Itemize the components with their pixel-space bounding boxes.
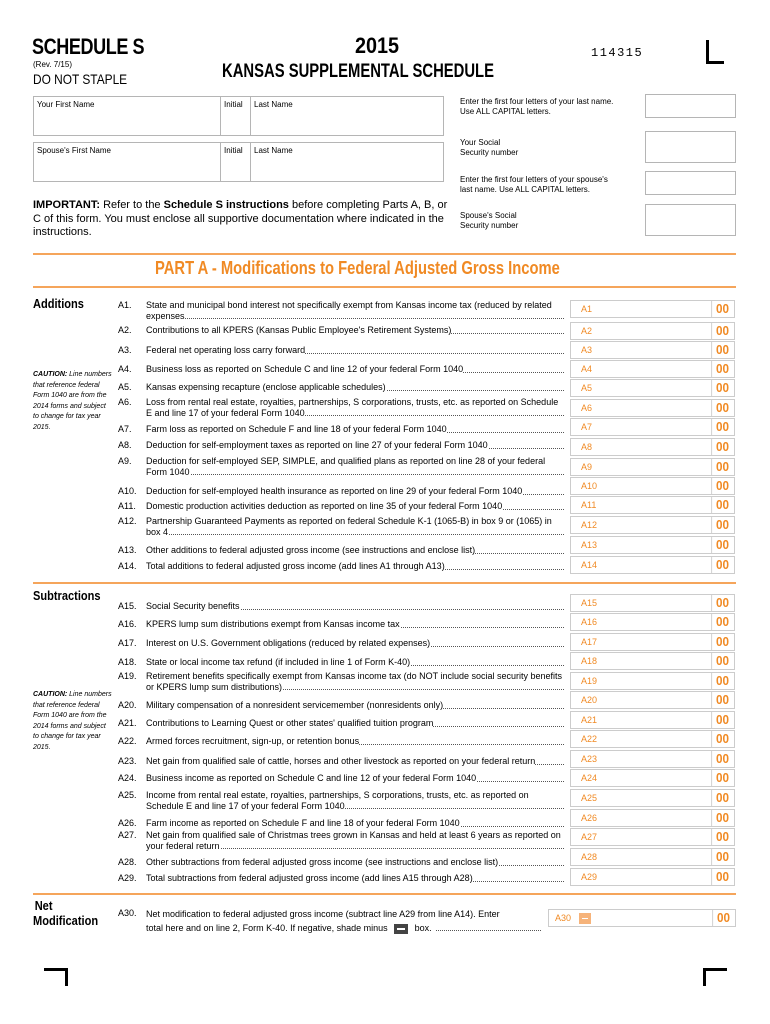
amount-box-a3[interactable] [570,341,735,359]
line-number: A27. [118,830,137,840]
amount-label: A25 [581,793,598,803]
cents: 00 [711,789,733,807]
amount-label: A10 [581,481,598,491]
amount-label: A17 [581,637,598,647]
your-ssn-label: Your Social Security number [460,138,519,157]
amount-label: A11 [581,500,597,510]
line-description: Total subtractions from federal adjusted gross income (add lines A15 through A28) [146,873,564,884]
amount-box-a5[interactable] [570,379,735,397]
line-number: A14. [118,561,137,571]
spouse-first-name-label: Spouse's First Name [37,146,111,155]
line-number: A15. [118,601,137,611]
line-number: A10. [118,486,137,496]
line-number: A9. [118,456,132,466]
last-name-letters-input[interactable] [645,94,736,118]
line-description: Armed forces recruitment, sign-up, or retention bonus [146,736,564,747]
cents: 00 [711,418,733,436]
line-description: Deduction for self-employment taxes as reported on line 27 of your federal Form 1040 [146,440,564,451]
cents: 00 [711,809,733,827]
cents: 00 [711,652,733,670]
line-number: A18. [118,657,137,667]
amount-box-a22[interactable] [570,730,735,748]
spouse-initial-label: Initial [224,146,243,155]
line-number: A11. [118,501,136,511]
line-description: Federal net operating loss carry forward [146,345,564,356]
cents: 00 [711,730,733,748]
amount-label: A13 [581,540,598,550]
amount-box-a26[interactable] [570,809,735,827]
amount-box-a1[interactable] [570,300,735,318]
schedule-title: SCHEDULE S [32,34,145,59]
amount-label: A12 [581,520,598,530]
cents: 00 [711,341,733,359]
line-description: Farm income as reported on Schedule F and line 18 of your federal Form 1040 [146,818,564,829]
line-description: Deduction for self-employed health insurance as reported on line 29 of your federal Form 1040 [146,486,564,497]
amount-label: A20 [581,695,598,705]
line-number: A17. [118,638,137,648]
part-a-title: PART A - Modifications to Federal Adjusted Gross Income [155,258,560,278]
cents: 00 [711,691,733,709]
cents: 00 [711,322,733,340]
cents: 00 [711,516,733,534]
amount-box-a6[interactable] [570,399,735,417]
line-description: Business loss as reported on Schedule C and line 12 of your federal Form 1040 [146,364,564,375]
line-description: Other additions to federal adjusted gross income (see instructions and enclose list) [146,545,564,556]
amount-label: A23 [581,754,598,764]
amount-box-a29[interactable] [570,868,735,886]
line-description: State and municipal bond interest not specifically exempt from Kansas income tax (reduced by related expenses [146,300,564,321]
spouse-letters-instruction: Enter the first four letters of your spouse's last name. Use ALL CAPITAL letters. [460,175,608,194]
line-number: A5. [118,382,132,392]
amount-label: A28 [581,852,598,862]
spouse-ssn-input[interactable] [645,204,736,236]
corner-mark-bottom-right [703,968,727,986]
line-description: Contributions to all KPERS (Kansas Public Employee's Retirement Systems) [146,325,564,336]
amount-box-a4[interactable] [570,360,735,378]
amount-label: A1 [581,304,593,314]
line-number: A20. [118,700,137,710]
cents: 00 [711,750,733,768]
amount-label: A26 [581,813,598,823]
amount-box-a24[interactable] [570,769,735,787]
line-description: Total additions to federal adjusted gross income (add lines A1 through A13) [146,561,564,572]
divider [33,253,736,255]
line-description: State or local income tax refund (if included in line 1 of Form K-40) [146,657,564,668]
cents: 00 [711,868,733,886]
spouse-ssn-label: Spouse's Social Security number [460,211,519,230]
cents: 00 [711,594,733,612]
line-number: A1. [118,300,132,310]
line-description: Net gain from qualified sale of Christmas trees grown in Kansas and held at least 6 years as reported on your federal return [146,830,564,851]
amount-box-a14[interactable] [570,556,735,574]
minus-box[interactable] [394,924,408,934]
line-number: A19. [118,671,137,681]
cents: 00 [712,909,734,927]
line-number: A30. [118,908,137,918]
cents: 00 [711,769,733,787]
line-number: A2. [118,325,132,335]
amount-label: A3 [581,345,593,355]
amount-box-a12[interactable] [570,516,735,534]
last-name-label: Last Name [254,100,293,109]
your-ssn-input[interactable] [645,131,736,163]
line-number: A22. [118,736,137,746]
line-description: Farm loss as reported on Schedule F and line 18 of your federal Form 1040 [146,424,564,435]
line-description: Interest on U.S. Government obligations (reduced by related expenses) [146,638,564,649]
amount-box-a28[interactable] [570,848,735,866]
amount-label: A18 [581,656,598,666]
line-number: A7. [118,424,132,434]
subtractions-heading: Subtractions [33,588,101,603]
amount-label: A4 [581,364,593,374]
line-description: Income from rental real estate, royalties, partnerships, S corporations, trusts, etc. as reported on Schedule E and line 17 of your federal Form 1040 [146,790,564,811]
line-number: A4. [118,364,132,374]
cents: 00 [711,711,733,729]
amount-label: A6 [581,403,593,413]
last-name-letters-instruction: Enter the first four letters of your last name. Use ALL CAPITAL letters. [460,97,614,116]
amount-label: A5 [581,383,593,393]
line-number: A24. [118,773,137,783]
cents: 00 [711,360,733,378]
line-number: A23. [118,756,137,766]
line-description: Social Security benefits [146,601,564,612]
amount-box-a13[interactable] [570,536,735,554]
amount-box-a15[interactable] [570,594,735,612]
amount-label: A15 [581,598,598,608]
amount-box-a19[interactable] [570,672,735,690]
amount-box-a25[interactable] [570,789,735,807]
form-number: 114315 [591,46,644,60]
line-description: Net gain from qualified sale of cattle, horses and other livestock as reported on your federal return [146,756,564,767]
amount-label: A16 [581,617,598,627]
amount-label: A2 [581,326,593,336]
spouse-letters-input[interactable] [645,171,736,195]
divider [33,582,736,584]
amount-box-a16[interactable] [570,613,735,631]
cents: 00 [711,556,733,574]
amount-label: A27 [581,832,598,842]
amount-label: A24 [581,773,598,783]
amount-box-a2[interactable] [570,322,735,340]
line-description: Business income as reported on Schedule C and line 12 of your federal Form 1040 [146,773,564,784]
amount-label: A9 [581,462,593,472]
cents: 00 [711,300,733,318]
cents: 00 [711,613,733,631]
line-number: A3. [118,345,132,355]
amount-box-a23[interactable] [570,750,735,768]
line-description: Military compensation of a nonresident servicemember (nonresidents only) [146,700,564,711]
line-description: Loss from rental real estate, royalties, partnerships, S corporations, trusts, etc. as reported on Schedule E and line 17 of your federal Form 1040 [146,397,564,418]
important-note: IMPORTANT: Refer to the Schedule S instructions before completing Parts A, B, or C of this form. You must enclose all supportive documentation where indicated in the instructions. [33,199,448,238]
cents: 00 [711,458,733,476]
corner-mark-top-right [706,40,724,64]
amount-box-a17[interactable] [570,633,735,651]
amount-box-a9[interactable] [570,458,735,476]
net-modification-heading: Net Modification [33,898,99,928]
cents: 00 [711,399,733,417]
line-description: Kansas expensing recapture (enclose applicable schedules) [146,382,564,393]
do-not-staple: DO NOT STAPLE [33,71,128,87]
line-number: A21. [118,718,137,728]
caution-note-additions: CAUTION: Line numbers that reference federal Form 1040 are from the 2014 forms and subject to change for tax year 2015. [33,371,112,431]
amount-box-a7[interactable] [570,418,735,436]
line-description: Domestic production activities deduction as reported on line 35 of your federal Form 1040 [146,501,564,512]
amount-label: A30 [555,913,572,923]
cents: 00 [711,496,733,514]
your-name-row[interactable] [33,96,444,136]
amount-label: A22 [581,734,598,744]
line-number: A28. [118,857,137,867]
revision-date: (Rev. 7/15) [33,60,72,69]
amount-box-a8[interactable] [570,438,735,456]
amount-label: A19 [581,676,598,686]
cents: 00 [711,672,733,690]
line-description: Retirement benefits specifically exempt from Kansas income tax (do NOT include social security benefits or KPERS lump sum distributions) [146,671,563,692]
amount-label: A7 [581,422,593,432]
line-number: A26. [118,818,137,828]
amount-label: A8 [581,442,593,452]
line-number: A12. [118,516,137,526]
amount-label: A29 [581,872,598,882]
line-number: A8. [118,440,132,450]
a30-text: Net modification to federal adjusted gross income (subtract line A29 from line A14). Enter total here and on line 2, Form K-40. If negative, shade minus box. [146,907,566,935]
line-number: A6. [118,397,132,407]
line-number: A13. [118,545,137,555]
cents: 00 [711,536,733,554]
spouse-name-row[interactable] [33,142,444,182]
line-description: Other subtractions from federal adjusted gross income (see instructions and enclose list) [146,857,564,868]
line-description: KPERS lump sum distributions exempt from Kansas income tax [146,619,564,630]
amount-box-a21[interactable] [570,711,735,729]
line-number: A29. [118,873,137,883]
tax-year: 2015 [355,33,400,58]
divider [33,893,736,895]
amount-box-a27[interactable] [570,828,735,846]
line-number: A25. [118,790,137,800]
cents: 00 [711,438,733,456]
cents: 00 [711,848,733,866]
amount-box-a30[interactable] [548,909,736,927]
spouse-last-name-label: Last Name [254,146,293,155]
caution-note-subtractions: CAUTION: Line numbers that reference federal Form 1040 are from the 2014 forms and subject to change for tax year 2015. [33,691,112,751]
amount-box-a10[interactable] [570,477,735,495]
amount-box-a20[interactable] [570,691,735,709]
line-number: A16. [118,619,137,629]
divider [33,286,736,288]
line-description: Partnership Guaranteed Payments as reported on federal Schedule K-1 (1065-B) in box 9 or (1065) in box 4 [146,516,564,537]
initial-label: Initial [224,100,243,109]
amount-label: A14 [581,560,598,570]
additions-heading: Additions [33,296,84,311]
your-first-name-label: Your First Name [37,100,95,109]
amount-box-a11[interactable] [570,496,735,514]
form-title: KANSAS SUPPLEMENTAL SCHEDULE [222,61,495,82]
cents: 00 [711,633,733,651]
amount-label: A21 [581,715,598,725]
line-description: Contributions to Learning Quest or other states' qualified tuition program [146,718,564,729]
negative-shade-box[interactable] [579,913,591,924]
amount-box-a18[interactable] [570,652,735,670]
cents: 00 [711,477,733,495]
corner-mark-bottom-left [44,968,68,986]
line-description: Deduction for self-employed SEP, SIMPLE, and qualified plans as reported on line 28 of your federal Form 1040 [146,456,564,477]
cents: 00 [711,828,733,846]
cents: 00 [711,379,733,397]
